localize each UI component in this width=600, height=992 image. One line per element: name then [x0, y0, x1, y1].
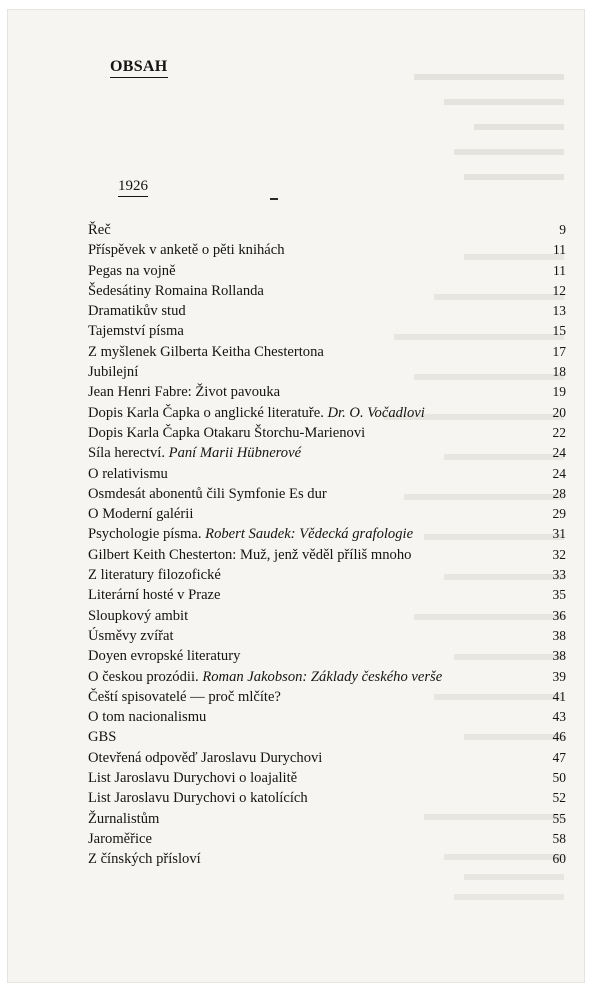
toc-entry: [88, 748, 566, 768]
toc-page-number: 15: [552, 323, 566, 339]
toc-page-number: 38: [552, 648, 566, 664]
toc-entry-title: O českou prozódii.: [88, 668, 199, 685]
toc-entry-title: Úsměvy zvířat: [88, 627, 174, 644]
toc-entry: [88, 220, 566, 240]
toc-page-number: 38: [552, 627, 566, 643]
toc-page-number: 58: [552, 830, 566, 846]
toc-entry-title: O relativismu: [88, 465, 168, 482]
toc-entry-title: Z myšlenek Gilberta Keitha Chestertona: [88, 343, 324, 360]
toc-entry-title: Dopis Karla Čapka o anglické literatuře.: [88, 404, 324, 421]
toc-page-number: 31: [552, 526, 566, 542]
toc-page-number: 50: [552, 770, 566, 786]
toc-entry-title: Čeští spisovatelé — proč mlčíte?: [88, 688, 281, 705]
book-page: [8, 10, 584, 982]
toc-entry: [88, 484, 566, 504]
toc-entry: [88, 565, 566, 585]
toc-entry: [88, 423, 566, 443]
toc-entry-title: Z literatury filozofické: [88, 567, 221, 584]
toc-page-number: 47: [552, 749, 566, 765]
toc-page-number: 22: [552, 424, 566, 440]
toc-entry-title: Dopis Karla Čapka Otakaru Štorchu-Marienovi: [88, 424, 366, 441]
section-year: 1926: [118, 178, 148, 197]
toc-entry: [88, 829, 566, 849]
toc-entry-title: Síla herectví.: [88, 445, 165, 462]
toc-entry: [88, 382, 566, 402]
toc-entry-title: Literární hosté v Praze: [88, 587, 221, 604]
toc-entry-title: Pegas na vojně: [88, 262, 176, 279]
toc-entry: [88, 240, 566, 260]
toc-entry-title: Tajemství písma: [88, 323, 184, 340]
toc-entry-title: O tom nacionalismu: [88, 709, 207, 726]
table-of-contents: [88, 220, 566, 870]
toc-page-number: 17: [552, 343, 566, 359]
toc-entry: [88, 464, 566, 484]
toc-entry-title: Dramatikův stud: [88, 303, 186, 320]
toc-entry: [88, 585, 566, 605]
toc-entry-title: Z čínských přísloví: [88, 851, 201, 868]
toc-entry: [88, 768, 566, 788]
toc-entry-title: Osmdesát abonentů čili Symfonie Es dur: [88, 485, 327, 502]
toc-entry-title: Jubilejní: [88, 364, 139, 381]
toc-entry: [88, 849, 566, 869]
toc-page-number: 12: [552, 282, 566, 298]
toc-page-number: 28: [552, 485, 566, 501]
toc-entry-subject: Dr. O. Vočadlovi: [327, 404, 425, 421]
toc-entry: [88, 788, 566, 808]
toc-entry: [88, 443, 566, 463]
toc-entry: [88, 342, 566, 362]
toc-page-number: 55: [552, 810, 566, 826]
toc-page-number: 19: [552, 384, 566, 400]
toc-page-number: 60: [552, 851, 566, 867]
toc-page-number: 36: [552, 607, 566, 623]
toc-entry-subject: Robert Saudek: Vědecká grafologie: [205, 526, 414, 543]
toc-page-number: 32: [552, 546, 566, 562]
toc-entry-title: Psychologie písma.: [88, 526, 202, 543]
toc-entry-title: Příspěvek v anketě o pěti knihách: [88, 242, 285, 259]
toc-entry-title: Sloupkový ambit: [88, 607, 189, 624]
toc-entry-subject: Paní Marii Hübnerové: [168, 445, 302, 462]
toc-entry: [88, 261, 566, 281]
toc-entry-title: Doyen evropské literatury: [88, 648, 241, 665]
toc-entry-title: Řeč: [88, 222, 111, 238]
toc-entry: [88, 403, 566, 423]
toc-entry-title: List Jaroslavu Durychovi o katolících: [88, 790, 308, 807]
toc-page-number: 11: [553, 242, 566, 258]
toc-page-number: 9: [559, 222, 566, 237]
toc-page-number: 24: [552, 445, 566, 461]
toc-entry: [88, 321, 566, 341]
toc-page-number: 29: [552, 506, 566, 522]
toc-page-number: 33: [552, 567, 566, 583]
toc-entry: [88, 281, 566, 301]
toc-entry: [88, 545, 566, 565]
toc-entry-title: Šedesátiny Romaina Rollanda: [88, 282, 264, 299]
toc-page-number: 13: [552, 303, 566, 319]
toc-entry-title: List Jaroslavu Durychovi o loajalitě: [88, 770, 298, 787]
toc-entry: [88, 727, 566, 747]
toc-page-number: 20: [552, 404, 566, 420]
toc-entry-title: Otevřená odpověď Jaroslavu Durychovi: [88, 749, 323, 766]
toc-page-number: 18: [552, 364, 566, 380]
toc-entry: [88, 301, 566, 321]
toc-page-number: 11: [553, 262, 566, 278]
toc-entry-title: GBS: [88, 729, 117, 746]
toc-entry: [88, 606, 566, 626]
toc-entry: [88, 667, 566, 687]
toc-entry-subject: Roman Jakobson: Základy českého verše: [202, 668, 443, 685]
toc-entry-title: Jean Henri Fabre: Život pavouka: [88, 384, 281, 401]
toc-entry: [88, 626, 566, 646]
contents-heading: OBSAH: [110, 58, 168, 78]
toc-entry: [88, 687, 566, 707]
toc-page-number: 43: [552, 709, 566, 725]
toc-entry: [88, 504, 566, 524]
toc-page-number: 52: [552, 790, 566, 806]
toc-entry: [88, 646, 566, 666]
toc-entry-title: Žurnalistům: [88, 810, 160, 827]
toc-entry-title: O Moderní galérii: [88, 506, 194, 523]
toc-page-number: 46: [552, 729, 566, 745]
toc-entry: [88, 809, 566, 829]
toc-page-number: 41: [552, 688, 566, 704]
toc-entry: [88, 707, 566, 727]
toc-page-number: 35: [552, 587, 566, 603]
toc-entry: [88, 524, 566, 544]
toc-entry-title: Jaroměřice: [88, 830, 153, 847]
print-mark: [270, 198, 278, 200]
toc-entry: [88, 362, 566, 382]
toc-page-number: 39: [552, 668, 566, 684]
toc-entry-title: Gilbert Keith Chesterton: Muž, jenž věděl příliš mnoho: [88, 546, 412, 563]
toc-page-number: 24: [552, 465, 566, 481]
